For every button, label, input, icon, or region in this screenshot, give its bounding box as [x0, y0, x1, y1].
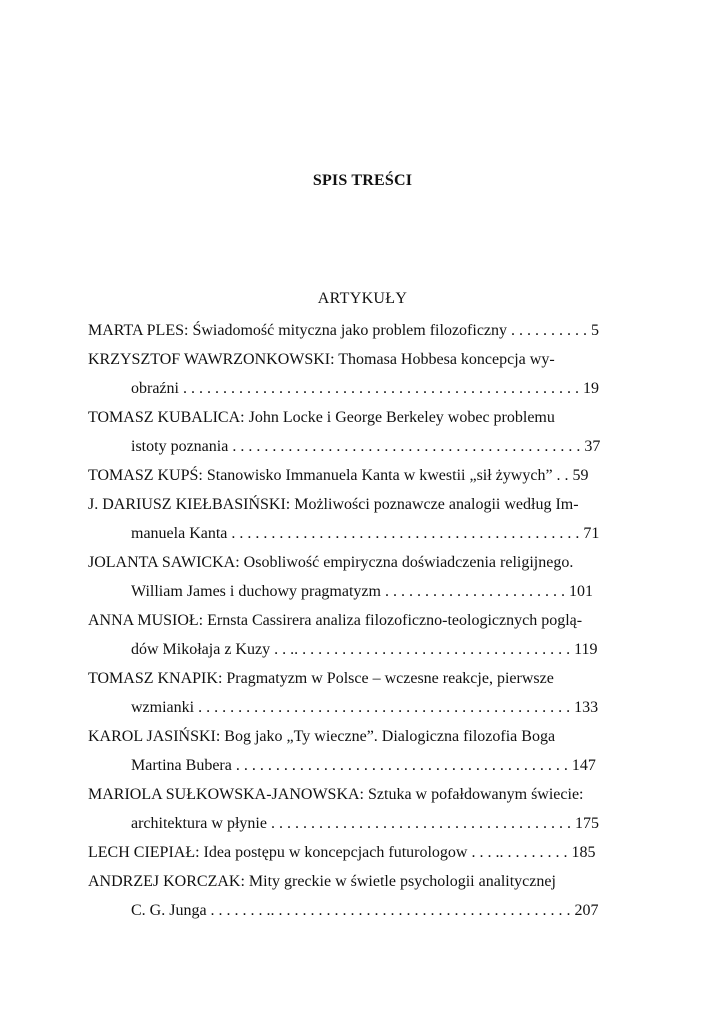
toc-line-continuation: wzmianki . . . . . . . . . . . . . . . . . . . . . . . . . . . . . . . . . . . . . . . . . . . . . . . 133 — [131, 699, 599, 716]
toc-line: TOMASZ KUPŚ: Stanowisko Immanuela Kanta w kwestii „sił żywych” . . 59 — [88, 467, 589, 484]
toc-line: ANDRZEJ KORCZAK: Mity greckie w świetle psychologii analitycznej — [88, 873, 556, 890]
toc-line-continuation: Martina Bubera . . . . . . . . . . . . . . . . . . . . . . . . . . . . . . . . . . . . . . . . . . 147 — [131, 757, 596, 774]
toc-line-continuation: istoty poznania . . . . . . . . . . . . . . . . . . . . . . . . . . . . . . . . . . . . . . . . . . . . 37 — [131, 438, 601, 455]
toc-line: TOMASZ KNAPIK: Pragmatyzm w Polsce – wczesne reakcje, pierwsze — [88, 670, 554, 687]
toc-line-continuation: dów Mikołaja z Kuzy . . .. . . . . . . . . . . . . . . . . . . . . . . . . . . . . . . . . . . 119 — [131, 641, 598, 658]
page-title: SPIS TREŚCI — [312, 172, 413, 189]
toc-line-continuation: William James i duchowy pragmatyzm . . . . . . . . . . . . . . . . . . . . . . . 101 — [131, 583, 593, 600]
toc-line: LECH CIEPIAŁ: Idea postępu w koncepcjach futurologow . . . .. . . . . . . . . 185 — [88, 844, 596, 861]
toc-line: J. DARIUSZ KIEŁBASIŃSKI: Możliwości poznawcze analogii według Im- — [88, 496, 579, 513]
toc-line: KRZYSZTOF WAWRZONKOWSKI: Thomasa Hobbesa koncepcja wy- — [88, 351, 555, 368]
toc-line: JOLANTA SAWICKA: Osobliwość empiryczna doświadczenia religijnego. — [88, 554, 574, 571]
toc-line: KAROL JASIŃSKI: Bog jako „Ty wieczne”. Dialogiczna filozofia Boga — [88, 728, 556, 745]
toc-line-continuation: manuela Kanta . . . . . . . . . . . . . . . . . . . . . . . . . . . . . . . . . . . . . . . . . . . . 71 — [131, 525, 600, 542]
toc-line-continuation: architektura w płynie . . . . . . . . . . . . . . . . . . . . . . . . . . . . . . . . . . . . . . 175 — [131, 815, 599, 832]
toc-line: ANNA MUSIOŁ: Ernsta Cassirera analiza filozoficzno-teologicznych poglą- — [88, 612, 583, 629]
table-of-contents — [88, 316, 638, 925]
toc-line-continuation: C. G. Junga . . . . . . . .. . . . . . . . . . . . . . . . . . . . . . . . . . . . . . . . . . . . . . 207 — [131, 902, 599, 919]
toc-line: MARIOLA SUŁKOWSKA-JANOWSKA: Sztuka w pofałdowanym świecie: — [88, 786, 584, 803]
toc-line: MARTA PLES: Świadomość mityczna jako problem filozoficzny . . . . . . . . . . 5 — [88, 322, 600, 339]
toc-line-continuation: obraźni . . . . . . . . . . . . . . . . . . . . . . . . . . . . . . . . . . . . . . . . . . . . . . . . . . 19 — [131, 380, 599, 397]
section-heading: ARTYKUŁY — [317, 290, 408, 307]
toc-line: TOMASZ KUBALICA: John Locke i George Berkeley wobec problemu — [88, 409, 555, 426]
